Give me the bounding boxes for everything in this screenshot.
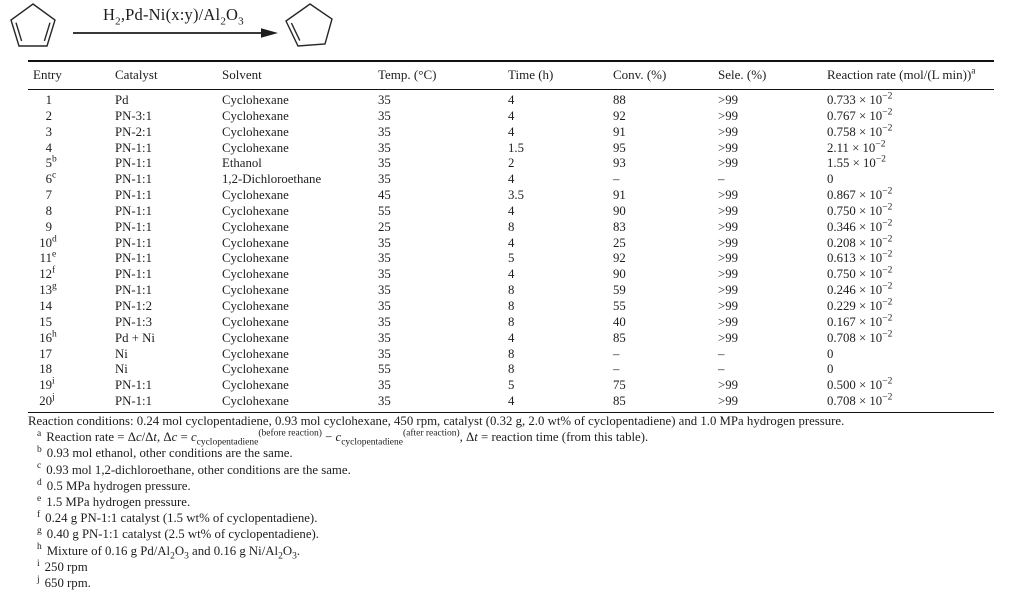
catalyst-cell: PN-1:1 (115, 219, 152, 234)
temp-cell: 35 (378, 314, 391, 329)
time-cell: 4 (508, 394, 613, 412)
temp-cell: 55 (378, 203, 391, 218)
conv-cell: 92 (613, 108, 626, 123)
entry-cell: 2 (45, 108, 52, 123)
footnote-f (28, 510, 1006, 526)
column-header-solvent: Solvent (222, 61, 378, 90)
temp-cell: 55 (378, 362, 391, 377)
entry-cell: 18 (39, 362, 52, 377)
conv-cell: 59 (613, 283, 626, 298)
solvent-cell: Cyclohexane (222, 219, 289, 234)
footnotes (28, 413, 1006, 591)
time-cell: 4 (508, 330, 515, 345)
rate-cell: $2.11 \times 10^{-2}$ (827, 139, 886, 155)
time-cell: 4 (508, 124, 515, 139)
footnote-text: 0.93 mol 1,2-dichloroethane, other conditions are the same. (46, 462, 351, 477)
results-table (28, 60, 994, 413)
rate-cell: $0.733 \times 10^{-2}$ (827, 91, 893, 107)
table-row (28, 394, 994, 412)
conv-cell: 75 (613, 378, 626, 393)
rate-cell: 0 (827, 172, 834, 187)
rate-cell: 0 (827, 362, 834, 377)
catalyst-cell: Ni (115, 346, 128, 361)
time-cell: 3.5 (508, 188, 524, 203)
column-header-entry: Entry (28, 61, 115, 90)
reagent-label: $H_2,Pd-Ni(x:y)/Al_2O_3$ (103, 5, 244, 28)
time-cell: 4 (508, 203, 515, 218)
column-header-time: Time (h) (508, 61, 613, 90)
footnote-text: 650 rpm. (44, 576, 91, 591)
table-row (28, 315, 994, 331)
table-row (28, 236, 994, 252)
table-row (28, 172, 994, 188)
conv-cell: 91 (613, 124, 626, 139)
conv-cell: 93 (613, 156, 626, 171)
rate-cell: $0.246 \times 10^{-2}$ (827, 281, 893, 298)
time-cell: 4 (508, 172, 515, 187)
solvent-cell: Cyclohexane (222, 394, 378, 412)
reaction-arrow-icon (73, 28, 278, 38)
table-row (28, 125, 994, 141)
footnote-marker: g (37, 526, 42, 537)
sele-cell: – (718, 172, 725, 187)
solvent-cell: Cyclohexane (222, 346, 289, 361)
sele-cell: >99 (718, 203, 739, 218)
time-cell: 4 (508, 108, 515, 123)
rate-cell: $0.867 \times 10^{-2}$ (827, 186, 893, 203)
table-body (28, 90, 994, 413)
solvent-cell: Cyclohexane (222, 314, 289, 329)
time-cell: 5 (508, 251, 515, 266)
catalyst-cell: PN-1:3 (115, 314, 152, 329)
sele-cell: >99 (718, 219, 739, 234)
solvent-cell: Cyclohexane (222, 235, 289, 250)
time-cell: 4 (508, 235, 515, 250)
temp-cell: 35 (378, 298, 391, 313)
sele-cell: >99 (718, 314, 739, 329)
entry-cell: 10$^d$ (39, 234, 57, 250)
catalyst-cell: PN-1:1 (115, 267, 152, 282)
conv-cell: 90 (613, 267, 626, 282)
solvent-cell: Cyclohexane (222, 362, 289, 377)
rate-cell: $0.758 \times 10^{-2}$ (827, 123, 893, 139)
temp-cell: 35 (378, 251, 391, 266)
entry-cell: 11e (39, 250, 57, 266)
footnote-text: 250 rpm (44, 559, 88, 574)
catalyst-cell: Pd (115, 93, 129, 107)
footnote-text: 1.5 MPa hydrogen pressure. (46, 495, 191, 510)
entry-cell: 14 (39, 298, 52, 313)
table-row (28, 220, 994, 236)
time-cell: 8 (508, 346, 515, 361)
cyclopentadiene-structure-icon (11, 4, 55, 46)
time-cell: 5 (508, 378, 515, 393)
sele-cell: >99 (718, 235, 739, 250)
sele-cell: >99 (718, 330, 739, 345)
table-row (28, 347, 994, 363)
catalyst-cell: PN-1:1 (115, 140, 152, 155)
solvent-cell: Cyclohexane (222, 267, 289, 282)
table-row (28, 267, 994, 283)
sele-cell: >99 (718, 283, 739, 298)
conv-cell: 55 (613, 298, 626, 313)
rate-cell: $0.208 \times 10^{-2}$ (827, 234, 893, 250)
rate-cell: 0 (827, 346, 834, 361)
solvent-cell: Cyclohexane (222, 283, 289, 298)
table-row (28, 331, 994, 347)
temp-cell: 35 (378, 108, 391, 123)
footnote-text: 0.24 g PN-1:1 catalyst (1.5 wt% of cyclopentadiene). (45, 511, 318, 526)
catalyst-cell: PN-1:1 (115, 156, 152, 171)
time-cell: 8 (508, 298, 515, 313)
conv-cell: – (613, 362, 620, 377)
rate-cell: $0.167 \times 10^{-2}$ (827, 313, 893, 329)
time-cell: 8 (508, 362, 515, 377)
footnote-i (28, 559, 1006, 575)
rate-cell: $0.767 \times 10^{-2}$ (827, 107, 893, 123)
temp-cell: 35 (378, 283, 391, 298)
solvent-cell: 1,2-Dichloroethane (222, 172, 322, 187)
rate-cell: $0.750 \times 10^{-2}$ (827, 202, 893, 218)
conv-cell: 25 (613, 235, 626, 250)
sele-cell: >99 (718, 251, 739, 266)
table-row (28, 156, 994, 172)
footnote-e (28, 494, 1006, 510)
rate-cell: $0.500 \times 10^{-2}$ (827, 376, 893, 393)
temp-cell: 35 (378, 140, 391, 155)
conv-cell: – (613, 346, 620, 361)
catalyst-cell: PN-1:1 (115, 394, 222, 412)
entry-cell: 4 (45, 140, 52, 155)
column-header-rate: Reaction rate (mol/(L min))$^a$ (827, 61, 994, 90)
footnote-marker: b (37, 445, 42, 456)
temp-cell: 35 (378, 156, 391, 171)
table-row (28, 251, 994, 267)
catalyst-cell: PN-2:1 (115, 124, 152, 139)
entry-cell: 5$^b$ (45, 155, 57, 171)
conv-cell: – (613, 172, 620, 187)
column-header-temp: Temp. (°C) (378, 61, 508, 90)
conv-cell: 85 (613, 330, 626, 345)
footnote-g (28, 526, 1006, 542)
conv-cell: 95 (613, 140, 626, 155)
footnote-marker: f (37, 509, 41, 520)
catalyst-cell: PN-1:1 (115, 235, 152, 250)
solvent-cell: Cyclohexane (222, 251, 289, 266)
solvent-cell: Ethanol (222, 156, 262, 171)
footnote-text: Reaction rate = Δc/Δt, $\Delta c = c_{cyclopentadiene}^{(before reaction)} - c_{cyclopentadiene}^{(after reaction)}$, Δt = reaction time (from this table). (46, 428, 649, 448)
conv-cell: 92 (613, 251, 626, 266)
footnote-text: 0.93 mol ethanol, other conditions are the same. (46, 446, 293, 461)
sele-cell: >99 (718, 188, 739, 203)
footnote-b (28, 445, 1006, 461)
table-row (28, 188, 994, 204)
footnote-j (28, 575, 1006, 591)
temp-cell: 35 (378, 235, 391, 250)
temp-cell: 35 (378, 378, 391, 393)
entry-cell: 9 (45, 219, 52, 234)
conv-cell: 88 (613, 93, 626, 107)
table-row (28, 90, 994, 109)
catalyst-cell: PN-1:1 (115, 188, 152, 203)
catalyst-cell: PN-1:2 (115, 298, 152, 313)
temp-cell: 35 (378, 267, 391, 282)
footnote-marker: h (37, 542, 42, 553)
footnote-text: 0.5 MPa hydrogen pressure. (46, 478, 191, 493)
catalyst-cell: PN-1:1 (115, 172, 152, 187)
column-header-sele: Sele. (%) (718, 61, 827, 90)
footnote-h (28, 542, 1006, 562)
rate-cell: $0.613 \times 10^{-2}$ (827, 250, 893, 266)
entry-cell: 17 (39, 346, 52, 361)
time-cell: 1.5 (508, 140, 524, 155)
conv-cell: 83 (613, 219, 626, 234)
solvent-cell: Cyclohexane (222, 330, 289, 345)
conv-cell: 91 (613, 188, 626, 203)
time-cell: 8 (508, 314, 515, 329)
sele-cell: – (718, 362, 725, 377)
time-cell: 4 (508, 267, 515, 282)
catalyst-cell: PN-1:1 (115, 251, 152, 266)
column-header-catalyst: Catalyst (115, 61, 222, 90)
sele-cell: >99 (718, 156, 739, 171)
temp-cell: 35 (378, 330, 391, 345)
sele-cell: >99 (718, 394, 827, 412)
rate-cell: $0.708 \times 10^{-2}$ (827, 329, 893, 345)
entry-cell: 19$^i$ (39, 376, 55, 393)
sele-cell: >99 (718, 267, 739, 282)
table-row (28, 283, 994, 299)
time-cell: 2 (508, 156, 515, 171)
rate-cell: $0.346 \times 10^{-2}$ (827, 218, 893, 234)
catalyst-cell: Pd + Ni (115, 330, 155, 345)
rate-cell: $0.229 \times 10^{-2}$ (827, 297, 893, 313)
reaction-conditions: Reaction conditions: 0.24 mol cyclopentadiene, 0.93 mol cyclohexane, 450 rpm, catalyst (0.32 g, 2.0 wt% of cyclopentadiene) and 1.0 MPa hydrogen pressure. (28, 414, 845, 428)
table-row (28, 204, 994, 220)
entry-cell: 1 (45, 93, 52, 107)
table-row (28, 378, 994, 394)
entry-cell: 16$^h$ (39, 329, 57, 345)
reaction-scheme (0, 0, 420, 58)
entry-cell: 8 (45, 203, 52, 218)
table-row (28, 299, 994, 315)
entry-cell: 13$^g$ (39, 281, 57, 298)
cyclopentene-structure-icon (286, 4, 332, 46)
sele-cell: >99 (718, 108, 739, 123)
conv-cell: 40 (613, 314, 626, 329)
entry-cell: 7 (45, 188, 52, 203)
footnote-marker: i (37, 558, 40, 569)
column-header-conv: Conv. (%) (613, 61, 718, 90)
temp-cell: 35 (378, 394, 508, 412)
time-cell: 4 (508, 93, 515, 107)
sele-cell: >99 (718, 93, 739, 107)
temp-cell: 35 (378, 93, 391, 107)
sele-cell: >99 (718, 140, 739, 155)
footnote-marker: j (37, 574, 40, 585)
catalyst-cell: PN-1:1 (115, 378, 152, 393)
footnote-marker: d (37, 477, 42, 488)
footnote-d (28, 478, 1006, 494)
entry-cell: 15 (39, 314, 52, 329)
solvent-cell: Cyclohexane (222, 188, 289, 203)
footnote-text: Mixture of 0.16 g $Pd/Al_2O_3$ and 0.16 g $Ni/Al_2O_3$. (46, 543, 301, 562)
footnote-marker: c (37, 461, 42, 472)
sele-cell: >99 (718, 124, 739, 139)
solvent-cell: Cyclohexane (222, 298, 289, 313)
time-cell: 8 (508, 219, 515, 234)
table-row (28, 109, 994, 125)
solvent-cell: Cyclohexane (222, 108, 289, 123)
sele-cell: – (718, 346, 725, 361)
temp-cell: 35 (378, 124, 391, 139)
catalyst-cell: Ni (115, 362, 128, 377)
temp-cell: 35 (378, 346, 391, 361)
temp-cell: 35 (378, 172, 391, 187)
footnote-marker: a (37, 428, 42, 439)
rate-cell: $0.750 \times 10^{-2}$ (827, 266, 893, 282)
solvent-cell: Cyclohexane (222, 378, 289, 393)
temp-cell: 25 (378, 219, 391, 234)
table-row (28, 141, 994, 157)
catalyst-cell: PN-3:1 (115, 108, 152, 123)
catalyst-cell: PN-1:1 (115, 203, 152, 218)
entry-cell: 3 (45, 124, 52, 139)
footnote-marker: e (37, 493, 42, 504)
sele-cell: >99 (718, 378, 739, 393)
table-row (28, 362, 994, 378)
footnote-a (28, 428, 1006, 448)
conv-cell: 90 (613, 203, 626, 218)
footnote-text: 0.40 g PN-1:1 catalyst (2.5 wt% of cyclopentadiene). (46, 527, 319, 542)
solvent-cell: Cyclohexane (222, 124, 289, 139)
rate-cell: $1.55 \times 10^{-2}$ (827, 155, 886, 171)
sele-cell: >99 (718, 298, 739, 313)
footnote-list (28, 429, 1006, 591)
solvent-cell: Cyclohexane (222, 140, 289, 155)
solvent-cell: Cyclohexane (222, 203, 289, 218)
footnote-c (28, 462, 1006, 478)
conv-cell: 85 (613, 394, 718, 412)
temp-cell: 45 (378, 188, 391, 203)
time-cell: 8 (508, 283, 515, 298)
entry-cell: 6$^c$ (45, 170, 57, 187)
entry-cell: 12$^f$ (39, 266, 56, 282)
header-row (28, 61, 994, 90)
entry-cell: 20$^j$ (28, 394, 115, 412)
solvent-cell: Cyclohexane (222, 93, 289, 107)
rate-cell: $0.708 \times 10^{-2}$ (827, 394, 994, 412)
catalyst-cell: PN-1:1 (115, 283, 152, 298)
